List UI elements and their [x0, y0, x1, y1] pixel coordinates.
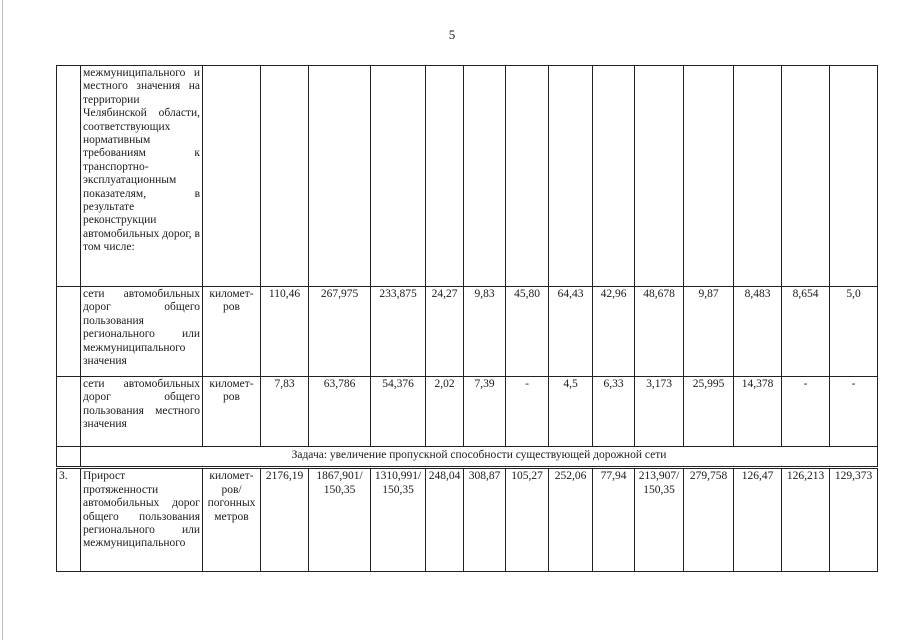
value-cell: 2,02 [426, 377, 464, 447]
value-cell [549, 66, 593, 287]
value-cell: 248,04 [426, 468, 464, 572]
indicator-name: сети автомобильных дорог общего пользования регионального или межмуниципального значения [81, 287, 203, 377]
value-cell: 77,94 [593, 468, 635, 572]
value-cell: 4,5 [549, 377, 593, 447]
table-row [57, 66, 878, 287]
value-cell: 6,33 [593, 377, 635, 447]
value-cell [464, 66, 506, 287]
value-cell [684, 66, 734, 287]
value-cell: 63,786 [309, 377, 371, 447]
value-cell [635, 66, 684, 287]
value-cell: 9,83 [464, 287, 506, 377]
value-cell: 126,213 [782, 468, 830, 572]
value-cell: - [506, 377, 549, 447]
value-cell: 126,47 [734, 468, 782, 572]
row-number [57, 66, 81, 287]
value-cell: 14,378 [734, 377, 782, 447]
value-cell: - [830, 377, 878, 447]
page-number: 5 [448, 27, 456, 42]
task-heading: Задача: увеличение пропускной способности существующей дорожной сети [81, 447, 878, 468]
value-cell: 8,654 [782, 287, 830, 377]
unit-cell: километ-ров [203, 287, 261, 377]
value-cell: 48,678 [635, 287, 684, 377]
indicator-name: Прирост протяженности автомобильных дорог общего пользования регионального или межмуниципального [81, 468, 203, 572]
value-cell: 24,27 [426, 287, 464, 377]
value-cell: - [782, 377, 830, 447]
value-cell: 7,39 [464, 377, 506, 447]
value-cell: 5,0 [830, 287, 878, 377]
row-number: 3. [57, 468, 81, 572]
value-cell [782, 66, 830, 287]
unit-cell: километ-ров [203, 377, 261, 447]
table-row [57, 287, 878, 377]
value-cell: 213,907/ 150,35 [635, 468, 684, 572]
value-cell: 25,995 [684, 377, 734, 447]
indicator-name: межмуниципального и местного значения на территории Челябинской области, соответствующих нормативным требованиям к транспортно-эксплуатационным показателям, в результате реконструкции автомобильных дорог, в том числе: [81, 66, 203, 287]
table-row [57, 468, 878, 572]
page-left-margin-line [2, 0, 3, 640]
value-cell: 2176,19 [261, 468, 309, 572]
table-row [57, 377, 878, 447]
row-number [57, 287, 81, 377]
unit-cell [203, 66, 261, 287]
value-cell: 45,80 [506, 287, 549, 377]
value-cell: 9,87 [684, 287, 734, 377]
value-cell: 1867,901/ 150,35 [309, 468, 371, 572]
value-cell [734, 66, 782, 287]
value-cell: 129,373 [830, 468, 878, 572]
indicator-name: сети автомобильных дорог общего пользования местного значения [81, 377, 203, 447]
value-cell [830, 66, 878, 287]
value-cell: 54,376 [371, 377, 426, 447]
value-cell: 233,875 [371, 287, 426, 377]
unit-cell: километ-ров/ погонных метров [203, 468, 261, 572]
value-cell: 252,06 [549, 468, 593, 572]
value-cell [309, 66, 371, 287]
value-cell: 64,43 [549, 287, 593, 377]
value-cell [593, 66, 635, 287]
value-cell: 1310,991/ 150,35 [371, 468, 426, 572]
task-row [57, 447, 878, 468]
value-cell: 279,758 [684, 468, 734, 572]
value-cell: 42,96 [593, 287, 635, 377]
value-cell: 3,173 [635, 377, 684, 447]
row-number [57, 377, 81, 447]
value-cell: 7,83 [261, 377, 309, 447]
value-cell: 308,87 [464, 468, 506, 572]
value-cell [426, 66, 464, 287]
indicators-table [56, 65, 878, 572]
value-cell [371, 66, 426, 287]
value-cell: 267,975 [309, 287, 371, 377]
value-cell: 110,46 [261, 287, 309, 377]
value-cell [506, 66, 549, 287]
value-cell: 105,27 [506, 468, 549, 572]
value-cell: 8,483 [734, 287, 782, 377]
value-cell [261, 66, 309, 287]
